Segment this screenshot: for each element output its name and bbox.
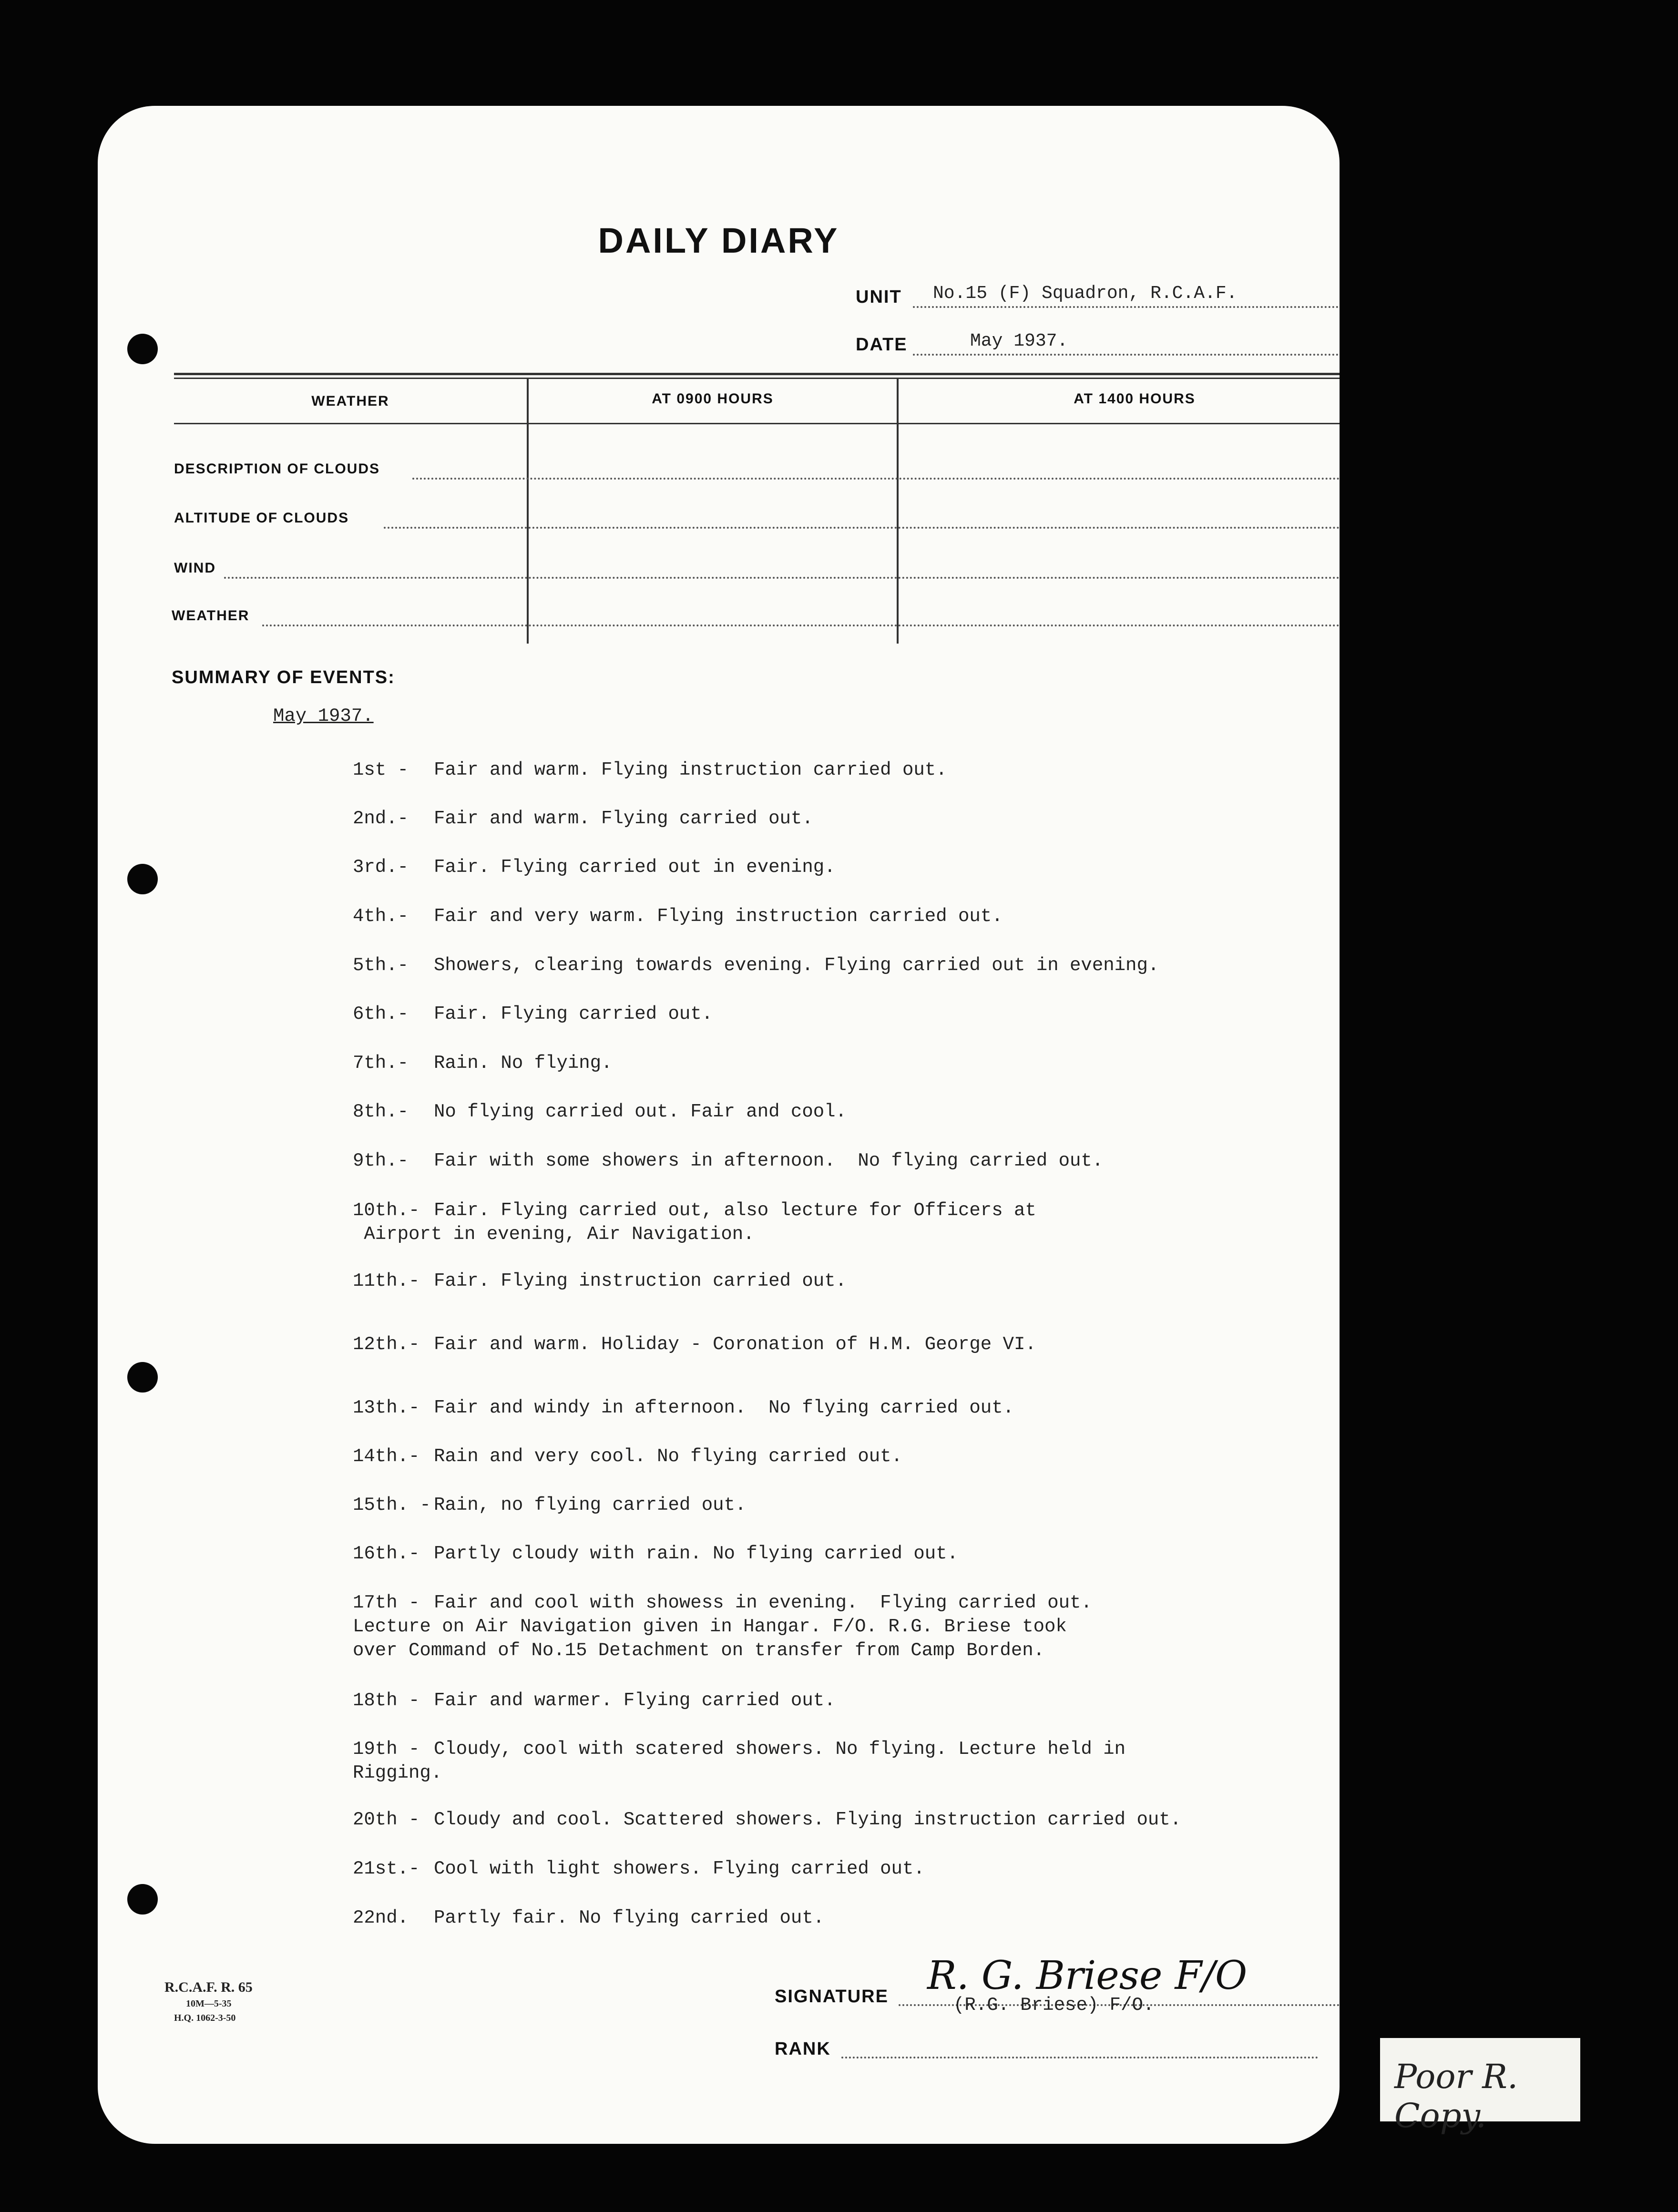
signature-label: SIGNATURE [775,1987,889,2007]
entry-text: Partly cloudy with rain. No flying carried out. [434,1543,958,1564]
entry-day: 15th. - [353,1495,431,1516]
row-dotted-line [224,577,1340,579]
diary-entry [353,1857,925,1881]
unit-dotted-line [913,306,1340,308]
date-dotted-line [913,354,1340,356]
punch-hole [127,1362,158,1393]
entry-day: 12th.- [353,1334,420,1355]
poor-copy-text: Poor R. Copy. [1394,2057,1518,2135]
row-dotted-line [384,527,1340,529]
entry-day: 10th.- [353,1200,420,1221]
punch-hole [127,864,158,894]
diary-entry [353,807,813,830]
entry-day: 3rd.- [353,857,409,878]
entry-text: Fair. Flying carried out. [434,1004,713,1024]
entry-text: Cloudy and cool. Scattered showers. Flying instruction carried out. [434,1809,1182,1830]
entry-text: Rain. No flying. [434,1053,613,1074]
column-header: AT 1400 HOURS [1074,391,1196,407]
diary-entry [353,1332,1036,1356]
entry-day: 9th.- [353,1150,409,1171]
entry-text: Fair and warmer. Flying carried out. [434,1690,836,1711]
typed-signature: (R.G. Briese) F/O. [953,1995,1155,2016]
entry-text: Fair and warm. Flying instruction carried out. [434,759,947,780]
diary-entry [353,1198,1036,1246]
summary-month: May 1937. [273,706,374,727]
diary-page [98,106,1340,2144]
diary-entry [353,1737,1125,1785]
punch-hole [127,334,158,364]
entry-text: Fair and windy in afternoon. No flying carried out. [434,1397,1014,1418]
row-label: WEATHER [172,608,250,624]
entry-text: Fair and warm. Flying carried out. [434,808,813,829]
diary-entry [353,1149,1103,1173]
entry-day: 13th.- [353,1397,420,1418]
form-hq-number: H.Q. 1062-3-50 [174,2013,236,2023]
form-print-run: 10M—5-35 [186,1998,232,2009]
entry-text: Rain, no flying carried out. [434,1495,747,1516]
row-dotted-line [262,625,1340,626]
column-header: WEATHER [311,393,389,409]
row-label: DESCRIPTION OF CLOUDS [174,461,380,477]
diary-entry [353,1591,1092,1662]
diary-entry [353,1542,958,1566]
entry-text: Fair. Flying instruction carried out. [434,1270,847,1291]
rank-dotted-line [841,2057,1318,2058]
diary-entry [353,1808,1181,1832]
entry-text: Fair and cool with showess in evening. Flying carried out. Lecture on Air Navigation given in Hangar. F/O. R.G. Briese took over Command of No.15 Detachment on transfer from Camp Borden. [353,1592,1092,1661]
entry-text: Fair. Flying carried out, also lecture for Officers at Airport in evening, Air Navigation. [364,1200,1036,1245]
table-header-rule [174,423,1340,424]
row-dotted-line [412,478,1340,480]
page-title: DAILY DIARY [598,221,839,260]
entry-day: 11th.- [353,1270,420,1291]
entry-text: Cloudy, cool with scatered showers. No flying. Lecture held in Rigging. [353,1739,1126,1783]
entry-text: Fair with some showers in afternoon. No flying carried out. [434,1150,1104,1171]
diary-entry [353,1002,713,1026]
summary-heading: SUMMARY OF EVENTS: [172,667,395,687]
diary-entry [353,904,1003,928]
entry-day: 19th - [353,1739,420,1760]
row-label: WIND [174,560,216,576]
punch-hole [127,1884,158,1915]
entry-text: Showers, clearing towards evening. Flying carried out in evening. [434,955,1159,976]
entry-day: 17th - [353,1592,420,1613]
entry-text: Fair and warm. Holiday - Coronation of H.M. George VI. [434,1334,1036,1355]
unit-label: UNIT [856,287,902,307]
diary-entry [353,1444,902,1468]
diary-entry [353,855,836,879]
poor-copy-note [1380,2038,1580,2135]
entry-day: 18th - [353,1690,420,1711]
unit-value: No.15 (F) Squadron, R.C.A.F. [933,283,1238,304]
entry-day: 22nd. [353,1907,409,1928]
entry-day: 2nd.- [353,808,409,829]
diary-entry [353,1689,836,1712]
table-top-rule [174,373,1340,375]
diary-entry [353,1269,847,1293]
diary-entry [353,953,1159,977]
entry-day: 21st.- [353,1858,420,1879]
entry-text: Partly fair. No flying carried out. [434,1907,825,1928]
row-label: ALTITUDE OF CLOUDS [174,510,349,526]
column-header: AT 0900 HOURS [652,391,774,407]
diary-entry [353,1051,612,1075]
entry-text: Rain and very cool. No flying carried out. [434,1446,902,1467]
entry-day: 6th.- [353,1004,409,1024]
diary-entry [353,758,947,782]
entry-text: Cool with light showers. Flying carried out. [434,1858,925,1879]
diary-entry [353,1100,847,1124]
entry-day: 1st - [353,759,409,780]
entry-day: 16th.- [353,1543,420,1564]
entry-text: Fair and very warm. Flying instruction carried out. [434,906,1003,927]
entry-text: Fair. Flying carried out in evening. [434,857,836,878]
form-code: R.C.A.F. R. 65 [164,1979,253,1995]
entry-day: 20th - [353,1809,420,1830]
rank-label: RANK [775,2039,831,2059]
diary-entry [353,1396,1014,1420]
entry-day: 5th.- [353,955,409,976]
entry-day: 14th.- [353,1446,420,1467]
table-column-divider [527,379,529,644]
table-column-divider [897,379,899,644]
entry-text: No flying carried out. Fair and cool. [434,1101,847,1122]
diary-entry [353,1906,824,1930]
date-label: DATE [856,335,908,355]
handwritten-signature: R. G. Briese F/O [927,1953,1248,1998]
table-top-rule [174,378,1340,379]
diary-entry [353,1493,746,1517]
entry-day: 7th.- [353,1053,409,1074]
entry-day: 4th.- [353,906,409,927]
entry-day: 8th.- [353,1101,409,1122]
date-value: May 1937. [970,331,1068,351]
